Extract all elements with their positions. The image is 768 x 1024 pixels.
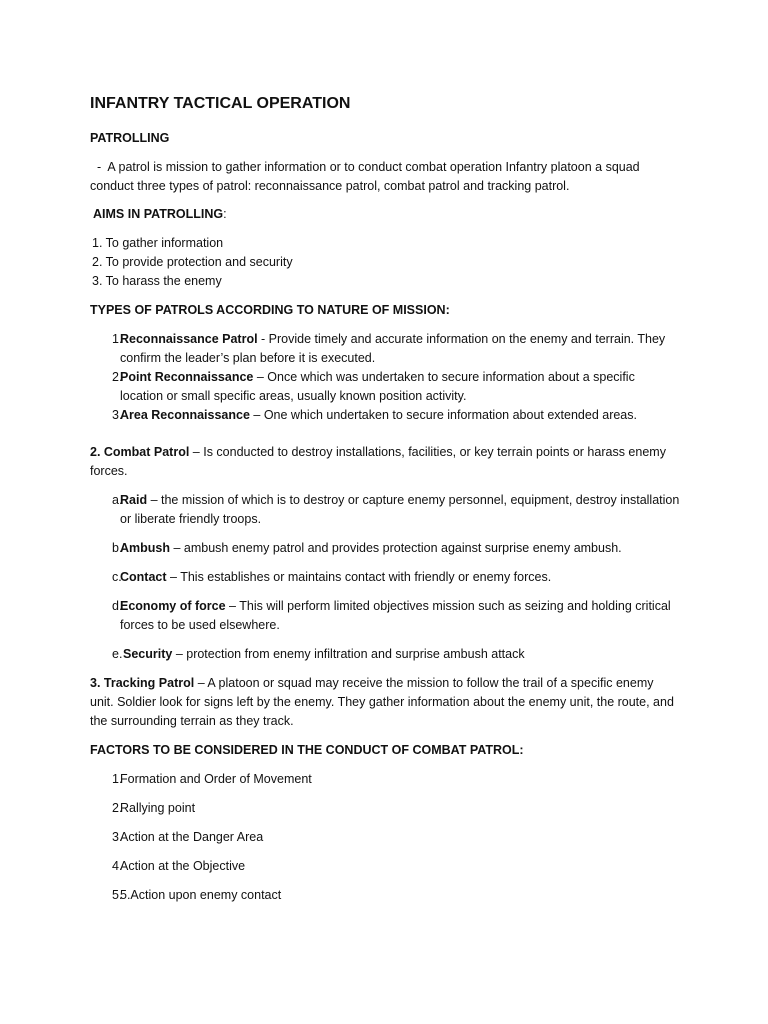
types-item-text: - Provide timely and accurate information on the enemy and terrain. They confirm the leader’s plan before it is executed.: [120, 332, 666, 365]
factors-item: [90, 857, 680, 876]
combat-item-term: Ambush: [120, 541, 170, 555]
list-marker: d.: [112, 599, 123, 613]
types-item-term: Reconnaissance Patrol: [120, 332, 258, 346]
list-marker: 4.: [112, 859, 123, 873]
combat-item: [90, 645, 680, 664]
factors-item: [90, 770, 680, 789]
types-item-term: Area Reconnaissance: [120, 408, 250, 422]
combat-item-term: Economy of force: [120, 599, 226, 613]
combat-item-text: – protection from enemy infiltration and surprise ambush attack: [172, 647, 525, 661]
factors-item: [90, 799, 680, 818]
types-item-text: – One which undertaken to secure information about extended areas.: [249, 408, 637, 422]
list-marker: e.: [112, 647, 123, 661]
combat-item: [90, 568, 680, 587]
factors-item: [90, 828, 680, 847]
combat-item-term: Contact: [120, 570, 167, 584]
document-title: INFANTRY TACTICAL OPERATION: [90, 95, 351, 112]
combat-patrol-text: – Is conducted to destroy installations, facilities, or key terrain points or harass enemy forces.: [90, 445, 666, 478]
combat-patrol-paragraph: [90, 443, 680, 481]
types-item: [90, 406, 680, 425]
patrolling-intro: - A patrol is mission to gather information or to conduct combat operation Infantry platoon a squad conduct three types of patrol: reconnaissance patrol, combat patrol and tracking patrol.: [90, 160, 644, 193]
document-body: [90, 93, 680, 905]
aims-item: 1. To gather information: [92, 236, 224, 250]
types-item-text: – Once which was undertaken to secure information about a specific location or small specific areas, usually known position activity.: [120, 370, 635, 403]
factors-item: [90, 886, 680, 905]
tracking-patrol-term: 3. Tracking Patrol: [90, 676, 195, 690]
list-marker: 5.: [112, 888, 123, 902]
factors-item-text: Rallying point: [120, 801, 196, 815]
aims-heading-line: [90, 205, 680, 224]
factors-heading: FACTORS TO BE CONSIDERED IN THE CONDUCT OF COMBAT PATROL:: [90, 743, 524, 757]
factors-item-text: Action at the Objective: [120, 859, 246, 873]
combat-item-text: – This establishes or maintains contact with friendly or enemy forces.: [166, 570, 552, 584]
aims-heading: AIMS IN PATROLLING: [93, 207, 224, 221]
factors-item-text: Formation and Order of Movement: [120, 772, 312, 786]
list-marker: 1.: [112, 332, 123, 346]
types-heading: TYPES OF PATROLS ACCORDING TO NATURE OF MISSION:: [90, 303, 450, 317]
list-marker: 3.: [112, 830, 123, 844]
list-marker: 2.: [112, 801, 123, 815]
types-item: [90, 368, 680, 406]
combat-item-text: – This will perform limited objectives mission such as seizing and holding critical forces to be used elsewhere.: [120, 599, 671, 632]
list-marker: b.: [112, 541, 123, 555]
combat-item: [90, 597, 680, 635]
types-item: [90, 330, 680, 368]
aims-heading-colon: :: [223, 207, 227, 221]
list-marker: c.: [112, 570, 122, 584]
tracking-patrol-paragraph: [90, 674, 680, 731]
combat-patrol-term: 2. Combat Patrol: [90, 445, 190, 459]
combat-item-term: Raid: [120, 493, 148, 507]
aims-item: 3. To harass the enemy: [92, 274, 222, 288]
aims-item: 2. To provide protection and security: [92, 255, 293, 269]
factors-item-text: Action at the Danger Area: [120, 830, 264, 844]
list-marker: 3.: [112, 408, 123, 422]
tracking-patrol-text: – A platoon or squad may receive the mission to follow the trail of a specific enemy unit. Soldier look for signs left by the enemy. They gather information about the enemy unit, the route, and the surrounding terrain as they track.: [90, 676, 674, 728]
list-marker: 1.: [112, 772, 123, 786]
types-item-term: Point Reconnaissance: [120, 370, 254, 384]
combat-item: [90, 491, 680, 529]
combat-item-term: Security: [123, 647, 173, 661]
combat-item-text: – the mission of which is to destroy or capture enemy personnel, equipment, destroy installation or liberate friendly troops.: [120, 493, 680, 526]
list-marker: 2.: [112, 370, 123, 384]
combat-item: [90, 539, 680, 558]
patrolling-heading: PATROLLING: [90, 131, 170, 145]
factors-item-text: 5.Action upon enemy contact: [120, 888, 282, 902]
list-marker: a.: [112, 493, 123, 507]
combat-item-text: – ambush enemy patrol and provides protection against surprise enemy ambush.: [170, 541, 622, 555]
